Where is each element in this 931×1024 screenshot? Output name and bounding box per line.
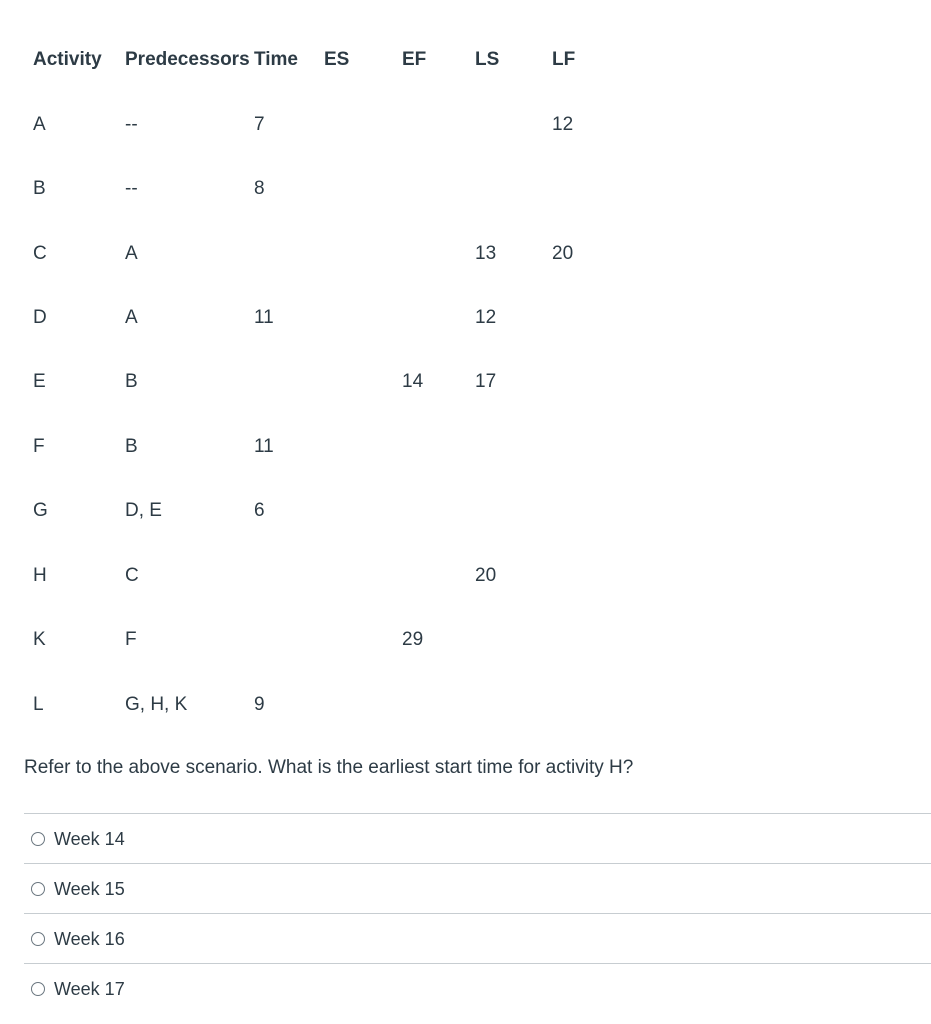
cell-time: 6 bbox=[254, 500, 265, 521]
cell-time: 11 bbox=[254, 307, 274, 328]
cell-predecessors: A bbox=[125, 243, 138, 264]
answer-label: Week 14 bbox=[54, 828, 125, 849]
cell-activity: B bbox=[33, 178, 46, 199]
cell-activity: H bbox=[33, 565, 47, 586]
answer-list bbox=[24, 813, 931, 1013]
cell-predecessors: -- bbox=[125, 178, 138, 199]
header-ls: LS bbox=[475, 49, 500, 70]
radio-button-icon[interactable] bbox=[31, 882, 45, 896]
cell-activity: A bbox=[33, 114, 46, 135]
question-text: Refer to the above scenario. What is the earliest start time for activity H? bbox=[24, 757, 634, 778]
cell-activity: E bbox=[33, 371, 46, 392]
radio-button-icon[interactable] bbox=[31, 832, 45, 846]
header-predecessors: Predecessors bbox=[125, 49, 250, 70]
cell-predecessors: F bbox=[125, 629, 137, 650]
answer-option-week-16[interactable] bbox=[24, 913, 931, 963]
header-time: Time bbox=[254, 49, 299, 70]
cell-activity: K bbox=[33, 629, 46, 650]
cell-predecessors: D, E bbox=[125, 500, 162, 521]
cell-time: 7 bbox=[254, 114, 265, 135]
cell-time: 8 bbox=[254, 178, 265, 199]
cell-ls: 12 bbox=[475, 307, 497, 328]
answer-option-week-17[interactable] bbox=[24, 963, 931, 1013]
answer-label: Week 15 bbox=[54, 878, 125, 899]
cell-predecessors: B bbox=[125, 371, 138, 392]
cell-predecessors: G, H, K bbox=[125, 694, 188, 715]
answer-option-week-14[interactable] bbox=[24, 813, 931, 863]
cell-predecessors: A bbox=[125, 307, 138, 328]
header-es: ES bbox=[324, 49, 350, 70]
cell-activity: C bbox=[33, 243, 47, 264]
cell-activity: F bbox=[33, 436, 45, 457]
answer-label: Week 17 bbox=[54, 978, 125, 999]
radio-button-icon[interactable] bbox=[31, 932, 45, 946]
cell-time: 9 bbox=[254, 694, 265, 715]
cell-lf: 12 bbox=[552, 114, 574, 135]
answer-label: Week 16 bbox=[54, 928, 125, 949]
header-ef: EF bbox=[402, 49, 427, 70]
cell-activity: D bbox=[33, 307, 47, 328]
header-activity: Activity bbox=[33, 49, 102, 70]
cell-lf: 20 bbox=[552, 243, 574, 264]
answer-option-week-15[interactable] bbox=[24, 863, 931, 913]
cell-activity: G bbox=[33, 500, 48, 521]
cell-predecessors: -- bbox=[125, 114, 138, 135]
cell-ls: 17 bbox=[475, 371, 497, 392]
cell-predecessors: C bbox=[125, 565, 139, 586]
radio-button-icon[interactable] bbox=[31, 982, 45, 996]
cell-ls: 13 bbox=[475, 243, 497, 264]
cell-activity: L bbox=[33, 694, 44, 715]
cell-time: 11 bbox=[254, 436, 274, 457]
cell-ef: 29 bbox=[402, 629, 424, 650]
cell-predecessors: B bbox=[125, 436, 138, 457]
cell-ls: 20 bbox=[475, 565, 497, 586]
header-lf: LF bbox=[552, 49, 576, 70]
cell-ef: 14 bbox=[402, 371, 424, 392]
